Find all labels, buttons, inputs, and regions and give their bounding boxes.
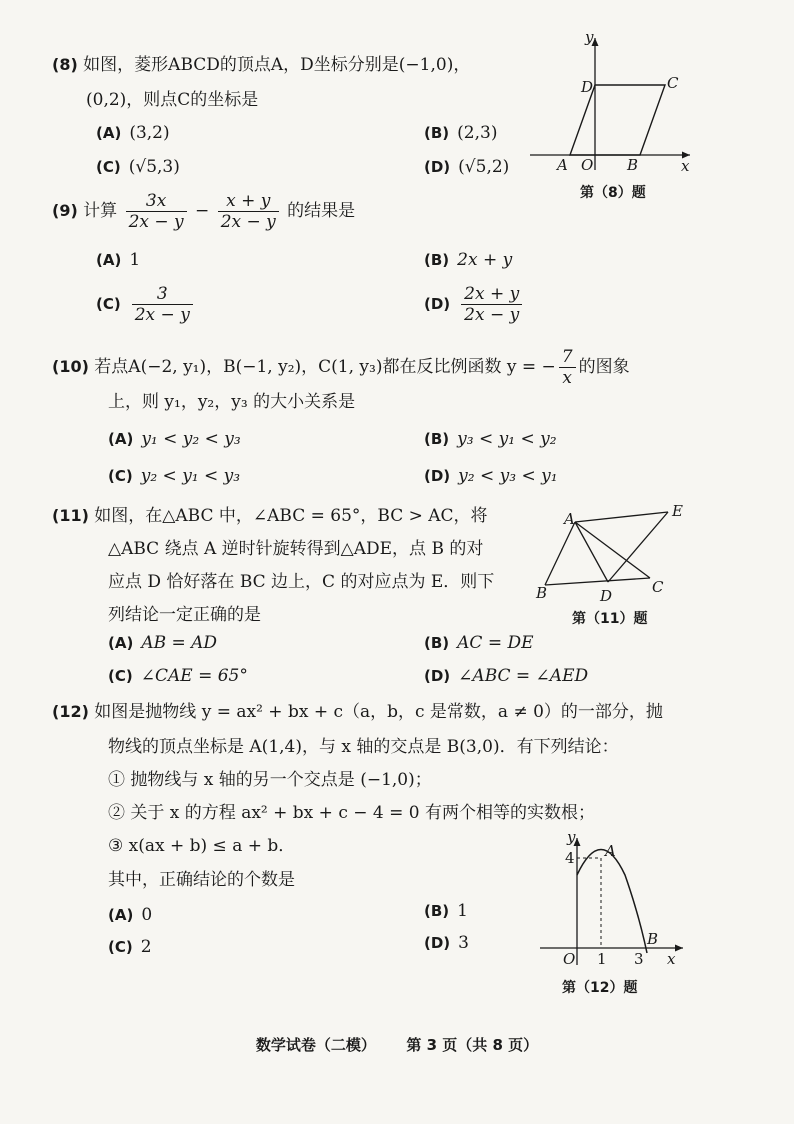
q8-caption: 第（8）题 xyxy=(580,185,646,201)
q9-option-c: (C) $\frac{3}{2x - y}$ xyxy=(96,282,196,326)
q8-option-c: (C) (√5,3) xyxy=(96,157,180,177)
q11-text3: 应点 D 恰好落在 BC 边上，C 的对应点为 E．则下 xyxy=(108,572,495,592)
q12-figure xyxy=(535,830,690,970)
q8-option-a: (A) (3,2) xyxy=(96,123,170,143)
q11-text4: 列结论一定正确的是 xyxy=(108,605,261,625)
q8-option-d: (D) (√5,2) xyxy=(424,157,510,177)
q12-conclusion-1: ① 抛物线与 x 轴的另一个交点是 (−1,0)； xyxy=(108,770,432,790)
q10-text2: 上，则 y₁，y₂，y₃ 的大小关系是 xyxy=(108,392,356,412)
q11-label-b: B xyxy=(536,584,548,602)
q8-label-d: D xyxy=(581,78,594,96)
q11-option-a: (A) AB = AD xyxy=(108,633,218,653)
q11-figure xyxy=(530,500,690,610)
q12-label-1: 1 xyxy=(597,950,607,968)
q9-number: (9) xyxy=(52,201,78,220)
q11-line1 xyxy=(52,504,488,528)
q8-line1 xyxy=(52,53,470,77)
q8-text2: (0,2)，则点C的坐标是 xyxy=(86,90,259,110)
q12-option-d: (D) 3 xyxy=(424,933,469,953)
q12-conclusion-3: ③ x(ax + b) ≤ a + b． xyxy=(108,836,296,856)
q12-option-b: (B) 1 xyxy=(424,901,468,921)
q11-text1: 如图，在△ABC 中，∠ABC = 65°，BC > AC，将 xyxy=(94,506,488,526)
q10-line1 xyxy=(52,345,630,389)
q8-label-a: A xyxy=(557,156,568,174)
q12-number: (12) xyxy=(52,702,89,721)
q12-caption: 第（12）题 xyxy=(562,980,638,996)
q10-text1: 若点A(−2, y₁)，B(−1, y₂)，C(1, y₃)都在反比例函数 y = − xyxy=(94,357,556,377)
q8-label-o: O xyxy=(581,156,594,174)
q11-option-b: (B) AC = DE xyxy=(424,633,534,653)
q12-option-a: (A) 0 xyxy=(108,905,153,925)
q8-label-c: C xyxy=(667,74,679,92)
q8-label-x: x xyxy=(681,157,690,175)
q11-option-c: (C) ∠CAE = 65° xyxy=(108,666,248,686)
q10-fraction: $\frac{7}{x}$ xyxy=(559,347,576,388)
q8-text1: 如图，菱形ABCD的顶点A，D坐标分别是(−1,0)， xyxy=(83,55,471,75)
q12-label-a: A xyxy=(605,842,616,860)
q9-pre: 计算 xyxy=(83,201,118,221)
footer-subject: 数学试卷（二模） xyxy=(255,1036,376,1054)
q8-option-b: (B) (2,3) xyxy=(424,123,498,143)
q8-figure xyxy=(525,30,700,175)
q8-number: (8) xyxy=(52,55,78,74)
q10-text1b: 的图象 xyxy=(578,357,630,377)
q9-line xyxy=(52,189,355,233)
q9-option-d: (D) $\frac{2x + y}{2x - y}$ xyxy=(424,282,525,326)
q8-label-y: y xyxy=(585,28,594,46)
q9-minus: − xyxy=(195,201,210,221)
q11-text2: △ABC 绕点 A 逆时针旋转得到△ADE，点 B 的对 xyxy=(108,539,484,559)
q12-label-4: 4 xyxy=(565,849,575,867)
q11-number: (11) xyxy=(52,506,89,525)
q9-option-a: (A) 1 xyxy=(96,250,141,270)
q12-text2: 物线的顶点坐标是 A(1,4)，与 x 轴的交点是 B(3,0)．有下列结论： xyxy=(108,737,619,757)
q12-text3: 其中，正确结论的个数是 xyxy=(108,870,295,890)
q12-conclusion-2: ② 关于 x 的方程 ax² + bx + c − 4 = 0 有两个相等的实数根； xyxy=(108,803,595,823)
q9-fraction-2: $\frac{x + y}{2x - y}$ xyxy=(218,191,279,232)
q12-line1 xyxy=(52,700,663,724)
q12-label-x: x xyxy=(667,950,676,968)
q10-number: (10) xyxy=(52,357,89,376)
q11-label-d: D xyxy=(600,587,613,605)
page-footer xyxy=(0,1034,794,1055)
q11-label-c: C xyxy=(652,578,664,596)
q10-option-b: (B) y₃ < y₁ < y₂ xyxy=(424,429,557,449)
q9-option-b: (B) 2x + y xyxy=(424,250,513,270)
q11-label-a: A xyxy=(564,510,575,528)
q11-label-e: E xyxy=(672,502,683,520)
q12-option-c: (C) 2 xyxy=(108,937,152,957)
footer-page-number: 第 3 页（共 8 页） xyxy=(406,1036,539,1054)
q10-option-c: (C) y₂ < y₁ < y₃ xyxy=(108,466,241,486)
q12-label-o: O xyxy=(563,950,576,968)
q12-label-y: y xyxy=(567,828,576,846)
q12-label-3: 3 xyxy=(634,950,644,968)
q12-parabola xyxy=(577,850,647,954)
q9-post: 的结果是 xyxy=(287,201,356,221)
q9-fraction-1: $\frac{3x}{2x - y}$ xyxy=(126,191,187,232)
q12-label-b: B xyxy=(647,930,659,948)
q8-label-b: B xyxy=(627,156,639,174)
q11-caption: 第（11）题 xyxy=(572,611,648,627)
q10-option-a: (A) y₁ < y₂ < y₃ xyxy=(108,429,241,449)
q10-option-d: (D) y₂ < y₃ < y₁ xyxy=(424,466,558,486)
q11-option-d: (D) ∠ABC = ∠AED xyxy=(424,666,589,686)
q12-text1: 如图是抛物线 y = ax² + bx + c（a，b，c 是常数，a ≠ 0）的一部分，抛 xyxy=(94,702,663,722)
